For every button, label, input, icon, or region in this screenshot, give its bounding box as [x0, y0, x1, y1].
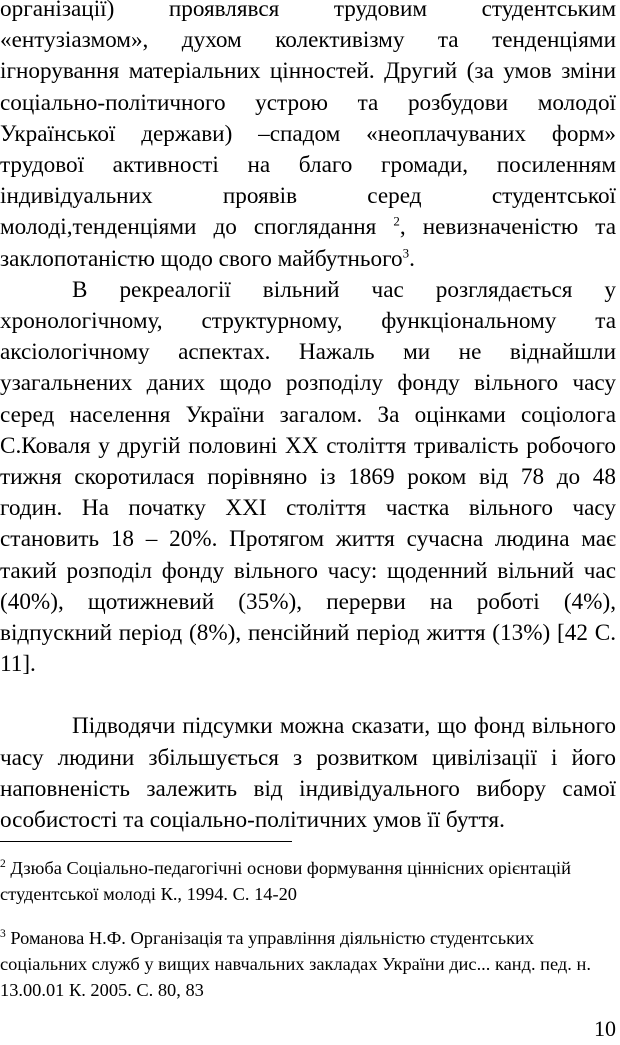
footnote-ref-3: 3 [402, 244, 410, 260]
paragraph-1-text-before: організації) проявлявся трудовим студентським «ентузіазмом», духом колективізму та тенденціями ігнорування матеріальних цінностей. Другий (за умов зміни соціально-політичного устрою та розбудови молодої Української держави) –спадом «неоплачуваних форм» трудової активності на благо громади, посиленням індивідуальних проявів серед студентської молоді,тенденціями до споглядання [0, 0, 616, 241]
paragraph-recreation: В рекреалогії вільний час розглядається у хронологічному, структурному, функціональному та аксіологічному аспектах. Нажаль ми не віднайшли узагальнених даних щодо розподілу фонду вільного часу серед населення України загалом. За оцінками соціолога С.Коваля у другій половині XX століття тривалість робочого тижня скоротилася порівняно із 1869 роком від 78 до 48 годин. На початку XXI століття частка вільного часу становить 18 – 20%. Протягом життя сучасна людина має такий розподіл фонду вільного часу: щоденний вільний час (40%), щотижневий (35%), перерви на роботі (4%), відпускний період (8%), пенсійний період життя (13%) [42 С. 11]. [0, 276, 616, 678]
footnote-3 [0, 925, 612, 1003]
page-number: 10 [594, 1016, 616, 1041]
footnote-text: Романова Н.Ф. Організація та управління діяльністю студентських соціальних служб у вищих навчальних закладах України дис... канд. пед. н. 13.00.01 К. 2005. С. 80, 83 [0, 928, 591, 1000]
footnote-number: 2 [0, 857, 6, 870]
paragraph-1-text-middle: , невизначеністю та заклопотаністю щодо свого майбутнього [0, 214, 616, 272]
paragraph-continuation [0, 0, 616, 275]
footnote-text: Дзюба Соціально-педагогічні основи формування ціннісних орієнтацій студентської молоді К., 1994. С. 14-20 [0, 858, 571, 904]
footnote-number: 3 [0, 927, 6, 940]
footnote-2 [0, 855, 612, 907]
footnote-divider [0, 841, 292, 842]
paragraph-conclusion: Підводячи підсумки можна сказати, що фонд вільного часу людини збільшується з розвитком цивілізації і його наповненість залежить від індивідуального вибору самої особистості та соціально-політичних умов її буття. [0, 713, 616, 834]
footnote-ref-2: 2 [393, 213, 400, 229]
paragraph-1-text-after: . [409, 245, 415, 272]
